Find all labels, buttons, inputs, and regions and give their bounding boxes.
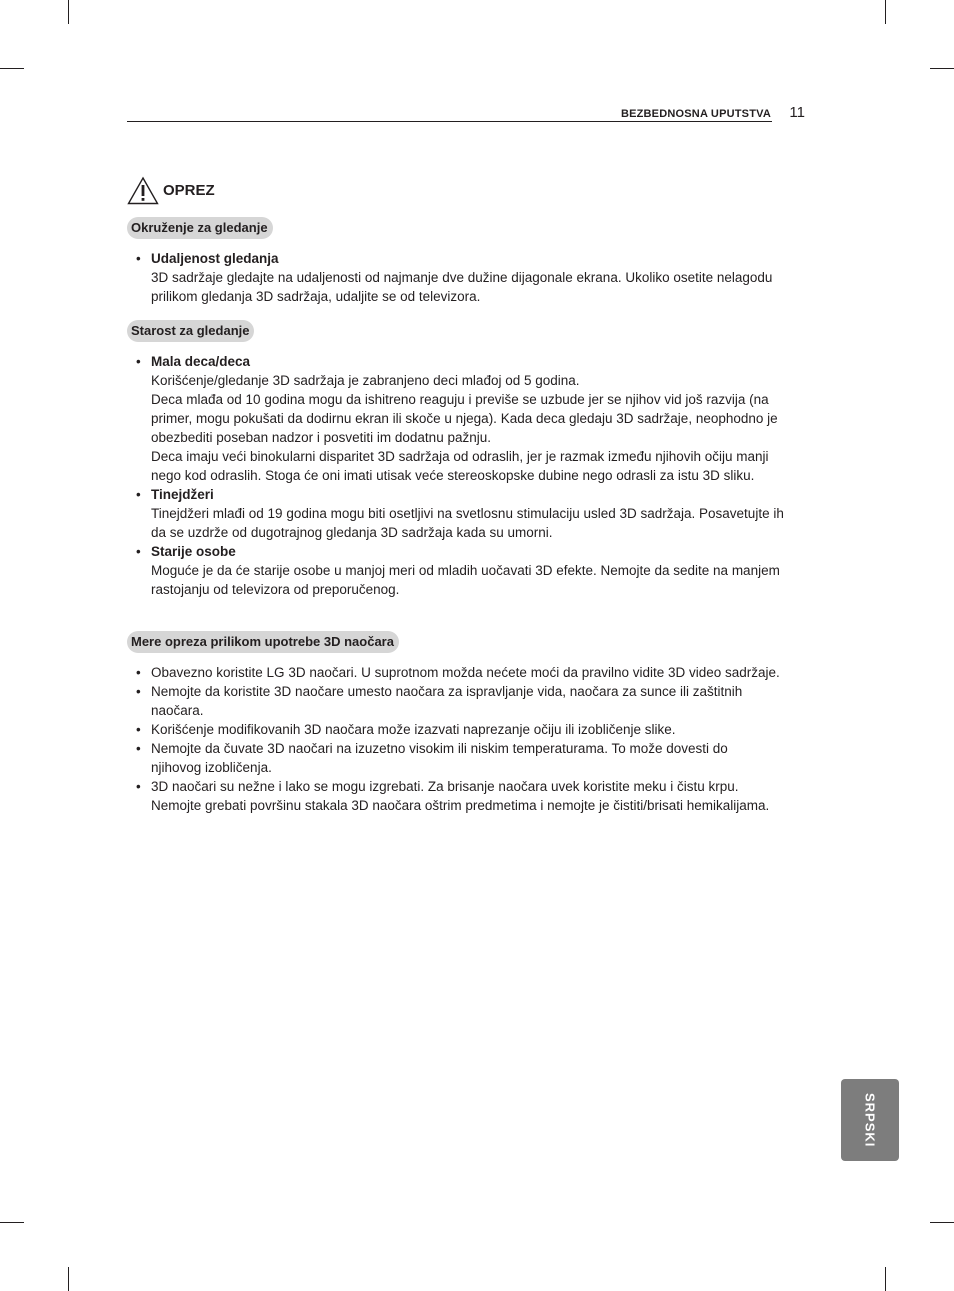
- list-item: [136, 542, 796, 599]
- bullet-icon: •: [136, 779, 141, 794]
- item-text: Korišćenje/gledanje 3D sadržaja je zabranjeno deci mlađoj od 5 godina.: [151, 373, 580, 388]
- viewing-environment-list: [136, 249, 796, 306]
- list-item: [136, 777, 781, 815]
- bullet-icon: •: [136, 741, 141, 756]
- item-text: 3D naočari su nežne i lako se mogu izgrebati. Za brisanje naočara uvek koristite meku i čistu krpu. Nemojte grebati površinu stakala 3D naočara oštrim predmetima i nemojte je čistiti/brisati hemikalijama.: [151, 779, 770, 813]
- crop-mark: [0, 1222, 24, 1223]
- list-item: [136, 249, 796, 306]
- bullet-icon: •: [136, 684, 141, 699]
- item-text: Obavezno koristite LG 3D naočari. U suprotnom možda nećete moći da pravilno vidite 3D video sadržaje.: [151, 665, 780, 680]
- bullet-icon: •: [136, 665, 141, 680]
- caution-heading: [127, 175, 215, 205]
- item-text: Tinejdžeri mlađi od 19 godina mogu biti osetljivi na svetlosnu stimulaciju usled 3D sadržaja. Posavetujte ih da se uzdrže od dugotrajnog gledanja 3D sadržaja kada su umorni.: [151, 506, 784, 540]
- bullet-icon: •: [136, 722, 141, 737]
- section-title: BEZBEDNOSNA UPUTSTVA: [620, 108, 771, 120]
- crop-mark: [885, 0, 886, 24]
- page-number: 11: [789, 104, 805, 121]
- section-heading-viewing-environment: Okruženje za gledanje: [127, 217, 273, 239]
- item-text: 3D sadržaje gledajte na udaljenosti od najmanje dve dužine dijagonale ekrana. Ukoliko osetite nelagodu prilikom gledanja 3D sadržaja, udaljite se od televizora.: [151, 270, 773, 304]
- viewing-age-list: [136, 352, 796, 599]
- item-term: Udaljenost gledanja: [151, 251, 279, 266]
- language-tab: [841, 1079, 899, 1161]
- list-item: [136, 739, 781, 777]
- crop-mark: [885, 1267, 886, 1291]
- crop-mark: [68, 0, 69, 24]
- crop-mark: [930, 1222, 954, 1223]
- bullet-icon: •: [136, 544, 141, 559]
- item-term: Starije osobe: [151, 544, 236, 559]
- bullet-icon: •: [136, 487, 141, 502]
- glasses-precautions-list: [136, 663, 781, 815]
- item-text: Moguće je da će starije osobe u manjoj meri od mladih uočavati 3D efekte. Nemojte da sedite na manjem rastojanju od televizora od preporučenog.: [151, 563, 780, 597]
- page-header: [127, 100, 805, 122]
- bullet-icon: •: [136, 354, 141, 369]
- list-item: [136, 352, 796, 485]
- list-item: [136, 682, 781, 720]
- item-term: Tinejdžeri: [151, 487, 214, 502]
- section-heading-3d-glasses-precautions: Mere opreza prilikom upotrebe 3D naočara: [127, 631, 399, 653]
- item-text: Deca mlađa od 10 godina mogu da ishitreno reaguju i previše se uzbude jer se njihov vid još razvija (na primer, mogu pokušati da dodirnu ekran ili skoče u njega). Kada deca gledaju 3D sadržaje, neophodno je obezbediti poseban nadzor i posvetiti im dodatnu pažnju.: [151, 392, 778, 445]
- list-item: [136, 663, 781, 682]
- list-item: [136, 720, 781, 739]
- item-text: Korišćenje modifikovanih 3D naočara može izazvati naprezanje očiju ili izobličenje slike.: [151, 722, 676, 737]
- caution-label: OPREZ: [163, 181, 215, 199]
- bullet-icon: •: [136, 251, 141, 266]
- item-term: Mala deca/deca: [151, 354, 251, 369]
- crop-mark: [68, 1267, 69, 1291]
- crop-mark: [0, 68, 24, 69]
- warning-triangle-icon: [127, 176, 159, 205]
- item-text: Nemojte da čuvate 3D naočari na izuzetno visokim ili niskim temperaturama. To može dovesti do njihovog izobličenja.: [151, 741, 728, 775]
- section-heading-viewing-age: Starost za gledanje: [127, 320, 254, 342]
- crop-mark: [930, 68, 954, 69]
- list-item: [136, 485, 796, 542]
- language-tab-label: SRPSKI: [862, 1092, 878, 1148]
- header-divider: [127, 121, 772, 122]
- item-text: Nemojte da koristite 3D naočare umesto naočara za ispravljanje vida, naočara za sunce ili zaštitnih naočara.: [151, 684, 743, 718]
- item-text: Deca imaju veći binokularni disparitet 3D sadržaja od odraslih, jer je razmak između njihovih očiju manji nego kod odraslih. Stoga će oni imati utisak veće stereoskopske dubine nego odrasli za istu 3D sliku.: [151, 449, 769, 483]
